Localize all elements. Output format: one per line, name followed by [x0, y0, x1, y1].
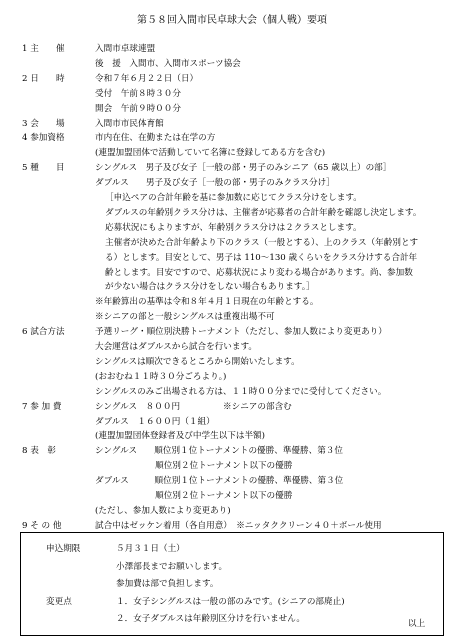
line-text: ダブルス 男子及び女子［一般の部・男子のみクラス分け］	[95, 178, 335, 189]
line-text: シングルス 順位別１位トーナメントの優勝、準優勝、第３位	[95, 446, 343, 457]
line-text: 順位別２位トーナメント以下の優勝	[95, 461, 293, 472]
section-heading: 9 そ の 他	[22, 520, 62, 531]
notice-label: 申込期限	[46, 544, 81, 554]
line-text: ダブルス １６００円（１組）	[95, 416, 215, 427]
section-heading: 2 日 時	[22, 73, 65, 84]
line-text: 後 援 入間市、入間市スポーツ協会	[95, 58, 241, 69]
section-heading: 5 種 目	[22, 163, 65, 174]
line-text: (連盟加盟団体登録者及び中学生以下は半額)	[95, 431, 265, 442]
indented-text: ［申込ペアの合計年齢を基に参加数に応じてクラス分けをします。	[105, 193, 362, 203]
line-text: 受付 午前８時３０分	[95, 88, 181, 99]
notice-text: １．女子シングルスは一般の部のみです。(シニアの部廃止)	[116, 596, 345, 607]
section-heading: 3 会 場	[22, 118, 65, 129]
line-text: ※年齢算出の基準は令和８年４月１日現在の年齢とする。	[95, 297, 319, 308]
line-text: シングルスのみご出場される方は、１１時００分までに受付してください。	[95, 386, 387, 397]
line-text: 試合中はゼッケン着用（各自用意） ※ニッタククリーン４０＋ボール使用	[95, 520, 382, 531]
line-text: 順位別２位トーナメント以下の優勝	[95, 491, 293, 501]
line-text: 大会運営はダブルスから試合を行います。	[95, 342, 257, 352]
section-heading: 7 参 加 費	[22, 401, 62, 412]
section-heading: 1 主 催	[22, 44, 65, 54]
line-text: (おおむね１１時３０分ごろより。)	[95, 371, 227, 382]
document-title: 第５８回入間市民卓球大会（個人戦）要項	[137, 15, 327, 26]
notice-text: 参加費は部で負担します。	[116, 579, 219, 589]
line-text: シングルス 男子及び女子［一般の部・男子のみシニア（65 歳以上）の部］	[95, 163, 392, 174]
indented-text: 応募状況にもよりますが、年齢別クラス分けは２クラスとします。	[105, 222, 362, 233]
line-text: 入間市市民体育館	[95, 118, 164, 129]
notice-text: 小澤部長までお願いします。	[116, 561, 228, 572]
notice-text: ５月３１日（土）	[116, 544, 185, 554]
section-heading: 8 表 彰	[22, 446, 56, 457]
line-text: (連盟加盟団体で活動していて名簿に登録してある方を含む)	[95, 148, 326, 159]
line-text: シングルスは順次できるところから開始いたします。	[95, 356, 300, 367]
line-text: ※シニアの部と一般シングルスは重複出場不可	[95, 312, 275, 323]
line-text: 令和７年６月２２日（日）	[95, 73, 199, 84]
section-heading: 6 試合方法	[22, 327, 65, 338]
notice-label: 変更点	[46, 596, 72, 607]
line-text: 予選リーグ・順位別決勝トーナメント（ただし、参加人数により変更あり）	[95, 327, 387, 338]
indented-text: 齢とします。目安ですので、応募状況により変わる場合があります。尚、参加数	[105, 267, 413, 278]
indented-text: 主催者が決めた合計年齢より下のクラス（一般とする）、上のクラス（年齢別とす	[105, 237, 419, 248]
indented-text: る）とします。目安として、男子は 110～130 歳くらいをクラス分けする合計年	[105, 252, 418, 263]
closing-text: 以上	[408, 619, 426, 629]
line-text: (ただし、参加人数により変更あり)	[95, 505, 231, 516]
line-text: 入間市卓球連盟	[95, 44, 156, 54]
line-text: 開会 午前９時００分	[95, 103, 181, 114]
section-heading: 4 参加資格	[22, 133, 65, 144]
line-text: 市内在住、在勤または在学の方	[95, 133, 216, 144]
notice-text: ２．女子ダブルスは年齢別区分けを行いません。	[116, 614, 305, 624]
line-text: シングルス ８００円 ※シニアの部含む	[95, 401, 292, 412]
indented-text: ダブルスの年齢別クラス分けは、主催者が応募者の合計年齢を確認し決定します。	[105, 207, 422, 218]
indented-text: が少ない場合はクラス分けをしない場合もあります。］	[105, 282, 315, 293]
line-text: ダブルス 順位別１位トーナメントの優勝、準優勝、第３位	[95, 476, 344, 487]
